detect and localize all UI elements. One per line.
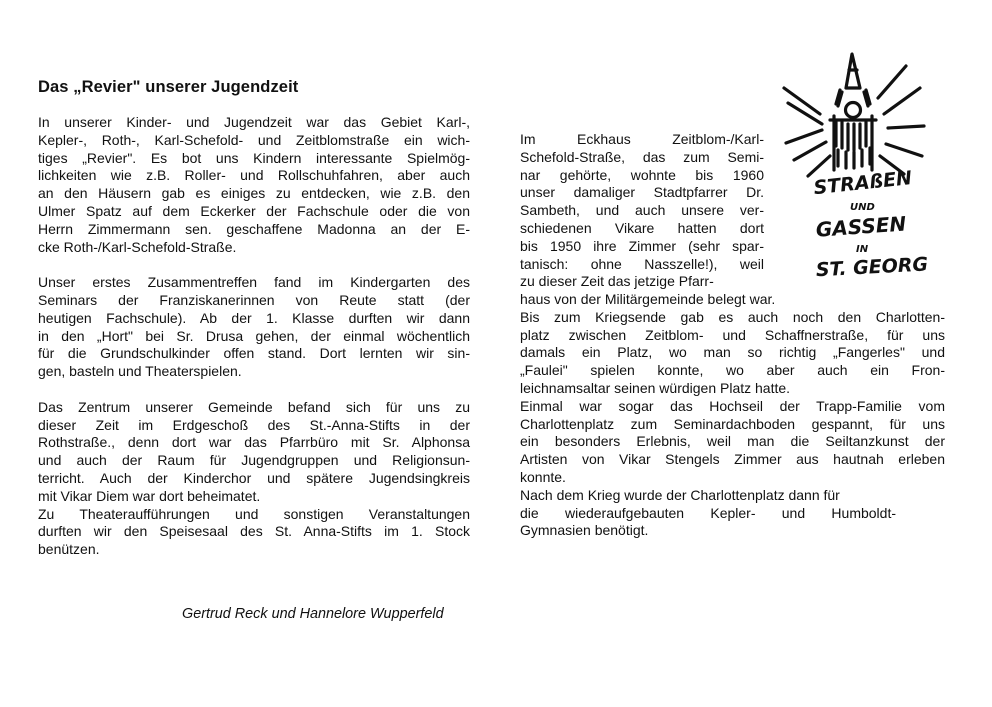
text-line: „Faulei" spielen konnte, wo aber auch ein Fron- (520, 362, 945, 379)
text-line: in den „Hort" bei Sr. Drusa gehen, der einmal wöchentlich (38, 327, 470, 344)
text-line: Einmal war sogar das Hochseil der Trapp-Familie vom (520, 397, 945, 414)
text-line: an den Häusern gab es einiges zu entdecken, wie z.B. den (38, 185, 470, 202)
text-line: terricht. Auch der Kinderchor und spätere Jugendsingkreis (38, 469, 470, 486)
text-line: Schefold-Straße, das zum Semi- (520, 148, 764, 165)
logo-text-strassen: STRAßEN (812, 167, 913, 200)
text-line: nar gehörte, wohnte bis 1960 (520, 166, 764, 183)
text-line: Ulmer Spatz auf dem Eckerker der Fachschule oder die von (38, 202, 470, 219)
text-line: haus von der Militärgemeinde belegt war. (520, 291, 776, 307)
text-line: die wiederaufgebauten Kepler- und Humboldt- (520, 504, 896, 521)
text-line: konnte. (520, 468, 566, 485)
church-tower-sunburst-icon (780, 48, 930, 288)
text-line: Das Zentrum unserer Gemeinde befand sich für uns zu (38, 398, 470, 415)
text-line: Rothstraße., denn dort war das Pfarrbüro mit Sr. Alphonsa (38, 434, 470, 451)
text-line: Zu Theateraufführungen und sonstigen Veranstaltungen (38, 505, 470, 522)
text-line: Kepler-, Roth-, Karl-Schefold- und Zeitblomstraße ein wich- (38, 131, 470, 148)
paragraph-hochseil (520, 398, 945, 487)
text-line: tanisch: ohne Nasszelle!), weil (520, 255, 764, 272)
paragraph-theater (38, 506, 470, 559)
text-line: unser damaliger Stadtpfarrer Dr. (520, 184, 764, 201)
logo-text-in: IN (856, 244, 869, 255)
text-line: damals ein Platz, wo man so richtig „Fangerles" und (520, 344, 945, 361)
text-line: In unserer Kinder- und Jugendzeit war das Gebiet Karl-, (38, 114, 470, 130)
text-line: und auch der Raum für Jugendgruppen und Religionsun- (38, 452, 470, 469)
article-title: Das „Revier" unserer Jugendzeit (38, 78, 299, 96)
right-column (520, 291, 945, 540)
text-line: dieser Zeit im Erdgeschoß des St.-Anna-Stifts in der (38, 416, 470, 433)
text-line: Sambeth, und auch unsere ver- (520, 202, 764, 219)
author-signature: Gertrud Reck und Hannelore Wupperfeld (182, 606, 444, 622)
text-line: Unser erstes Zusammentreffen fand im Kindergarten des (38, 274, 470, 291)
text-line: Seminars der Franziskanerinnen von Reute statt (der (38, 291, 470, 308)
text-line: ein besonders Erlebnis, weil man die Seiltanzkunst der (520, 433, 945, 450)
text-line: Artisten von Vikar Stengels Zimmer aus hautnah erleben (520, 451, 945, 468)
text-line: Bis zum Kriegsende gab es auch noch den Charlotten- (520, 308, 945, 325)
text-line: gen, basteln und Theaterspielen. (38, 363, 242, 380)
text-line: für die Grundschulkinder offen stand. Dort lernten wir sin- (38, 345, 470, 362)
text-line: leichnamsaltar seinen würdigen Platz hatte. (520, 379, 791, 396)
text-line: Charlottenplatz zum Seminardachboden gespannt, für uns (520, 415, 945, 432)
logo-text-gassen: GASSEN (815, 211, 907, 242)
text-line: schiedenen Vikare hatten dort (520, 219, 764, 236)
right-column-wrapped-text (520, 131, 764, 291)
text-line: platz zwischen Zeitblom- und Schaffnerstraße, für uns (520, 326, 945, 343)
text-line: Im Eckhaus Zeitblom-/Karl- (520, 131, 764, 147)
text-line: durften wir den Speisesaal des St. Anna-Stifts im 1. Stock (38, 523, 470, 540)
text-line: cke Roth-/Karl-Schefold-Straße. (38, 238, 237, 255)
text-line: Herrn Zimmermann sen. geschaffene Madonna an der E- (38, 220, 470, 237)
text-line: bis 1950 ihre Zimmer (sehr spar- (520, 237, 764, 254)
text-line: benützen. (38, 541, 100, 558)
paragraph-pfarrhaus (520, 291, 945, 309)
logo-text-und: UND (850, 202, 875, 213)
text-line: mit Vikar Diem war dort beheimatet. (38, 487, 261, 504)
paragraph-charlottenplatz (520, 309, 945, 398)
left-column (38, 114, 470, 559)
logo-text-st-georg: ST. GEORG (815, 253, 929, 282)
paragraph-zentrum (38, 399, 470, 506)
paragraph-revier (38, 114, 470, 256)
text-line: tiges „Revier". Es bot uns Kindern interessante Spielmög- (38, 149, 470, 166)
text-line: lichkeiten wie z.B. Roller- und Rollschuhfahren, aber auch (38, 167, 470, 184)
text-line: Nach dem Krieg wurde der Charlottenplatz dann für (520, 486, 840, 503)
text-line: heutigen Fachschule). Ab der 1. Klasse durften wir dann (38, 309, 470, 326)
paragraph-nach-dem-krieg (520, 487, 896, 540)
paragraph-kindergarten (38, 274, 470, 381)
text-line: zu dieser Zeit das jetzige Pfarr- (520, 273, 714, 290)
text-line: Gymnasien benötigt. (520, 522, 649, 539)
